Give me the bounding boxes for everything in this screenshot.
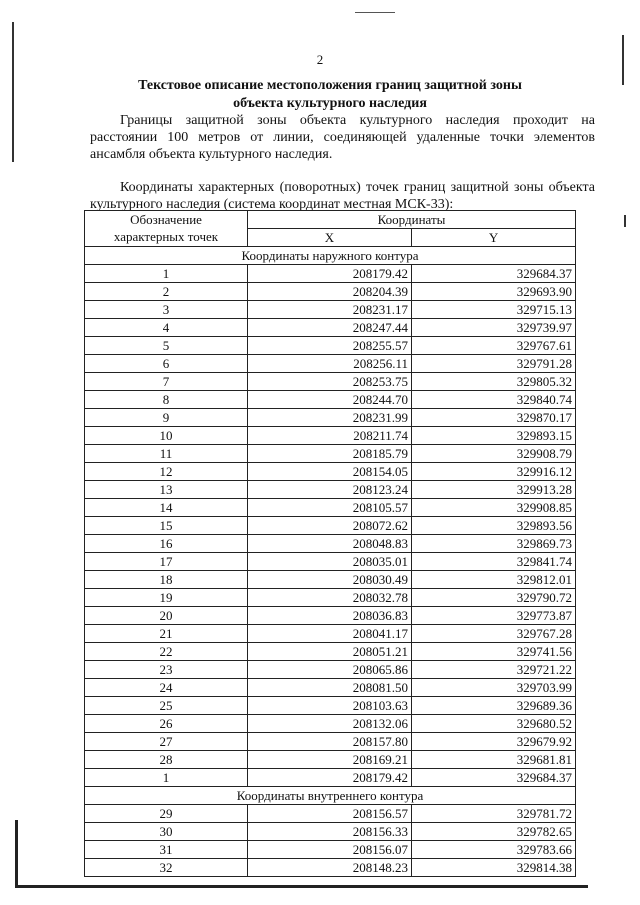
scan-margin-mark-right-small: [624, 215, 626, 227]
table-row: [85, 751, 576, 769]
x-coordinate-cell: 208035.01: [248, 553, 412, 571]
coordinates-table-body: [85, 247, 576, 877]
point-id-cell: 22: [85, 643, 248, 661]
x-coordinate-cell: 208154.05: [248, 463, 412, 481]
point-id-cell: 17: [85, 553, 248, 571]
point-id-cell: 19: [85, 589, 248, 607]
coordinates-table: [84, 210, 576, 877]
outer-contour-title: Координаты наружного контура: [85, 247, 576, 265]
point-id-cell: 1: [85, 265, 248, 283]
y-coordinate-cell: 329741.56: [412, 643, 576, 661]
point-id-cell: 3: [85, 301, 248, 319]
y-coordinate-cell: 329893.15: [412, 427, 576, 445]
table-row: [85, 823, 576, 841]
scan-margin-mark-bottom-left: [15, 820, 18, 888]
coordinates-intro-paragraph: Координаты характерных (поворотных) точек границ защитной зоны объекта культурного наследия (система координат местная МСК-33):: [90, 180, 595, 212]
y-coordinate-cell: 329913.28: [412, 481, 576, 499]
point-id-cell: 7: [85, 373, 248, 391]
x-column-header: X: [248, 229, 412, 247]
y-column-header: Y: [412, 229, 576, 247]
point-id-cell: 24: [85, 679, 248, 697]
y-coordinate-cell: 329680.52: [412, 715, 576, 733]
document-heading: [70, 77, 590, 113]
y-coordinate-cell: 329767.61: [412, 337, 576, 355]
y-coordinate-cell: 329782.65: [412, 823, 576, 841]
table-row: [85, 553, 576, 571]
table-row: [85, 841, 576, 859]
y-coordinate-cell: 329767.28: [412, 625, 576, 643]
table-row: [85, 337, 576, 355]
y-coordinate-cell: 329679.92: [412, 733, 576, 751]
point-id-cell: 20: [85, 607, 248, 625]
designation-header-line1: Обозначение: [85, 211, 248, 229]
scan-margin-mark-top: [355, 12, 395, 13]
x-coordinate-cell: 208185.79: [248, 445, 412, 463]
table-row: [85, 589, 576, 607]
y-coordinate-cell: 329773.87: [412, 607, 576, 625]
point-id-cell: 12: [85, 463, 248, 481]
designation-header-line2: характерных точек: [85, 229, 248, 247]
x-coordinate-cell: 208156.57: [248, 805, 412, 823]
table-row: [85, 427, 576, 445]
y-coordinate-cell: 329693.90: [412, 283, 576, 301]
x-coordinate-cell: 208179.42: [248, 769, 412, 787]
table-row: [85, 571, 576, 589]
x-coordinate-cell: 208032.78: [248, 589, 412, 607]
x-coordinate-cell: 208231.99: [248, 409, 412, 427]
point-id-cell: 6: [85, 355, 248, 373]
x-coordinate-cell: 208132.06: [248, 715, 412, 733]
point-id-cell: 21: [85, 625, 248, 643]
point-id-cell: 25: [85, 697, 248, 715]
page-number: 2: [316, 52, 324, 67]
point-id-cell: 30: [85, 823, 248, 841]
point-id-cell: 15: [85, 517, 248, 535]
y-coordinate-cell: 329684.37: [412, 769, 576, 787]
y-coordinate-cell: 329721.22: [412, 661, 576, 679]
point-id-cell: 2: [85, 283, 248, 301]
point-id-cell: 13: [85, 481, 248, 499]
x-coordinate-cell: 208244.70: [248, 391, 412, 409]
y-coordinate-cell: 329812.01: [412, 571, 576, 589]
y-coordinate-cell: 329689.36: [412, 697, 576, 715]
table-row: [85, 499, 576, 517]
table-row: [85, 391, 576, 409]
table-row: [85, 463, 576, 481]
x-coordinate-cell: 208169.21: [248, 751, 412, 769]
x-coordinate-cell: 208156.07: [248, 841, 412, 859]
point-id-cell: 8: [85, 391, 248, 409]
boundary-description-paragraph: Границы защитной зоны объекта культурного наследия проходит на расстоянии 100 метров от линии, соединяющей удаленные точки элементов ансамбля объекта культурного наследия.: [90, 113, 595, 162]
x-coordinate-cell: 208204.39: [248, 283, 412, 301]
point-id-cell: 10: [85, 427, 248, 445]
table-row: [85, 733, 576, 751]
x-coordinate-cell: 208247.44: [248, 319, 412, 337]
x-coordinate-cell: 208253.75: [248, 373, 412, 391]
point-id-cell: 11: [85, 445, 248, 463]
table-row: [85, 265, 576, 283]
y-coordinate-cell: 329790.72: [412, 589, 576, 607]
point-id-cell: 14: [85, 499, 248, 517]
scan-margin-mark-left: [12, 22, 14, 162]
y-coordinate-cell: 329869.73: [412, 535, 576, 553]
table-row: [85, 805, 576, 823]
x-coordinate-cell: 208256.11: [248, 355, 412, 373]
x-coordinate-cell: 208041.17: [248, 625, 412, 643]
heading-line-2: объекта культурного наследия: [233, 96, 427, 111]
coordinates-header: Координаты: [248, 211, 576, 229]
x-coordinate-cell: 208179.42: [248, 265, 412, 283]
point-id-cell: 1: [85, 769, 248, 787]
x-coordinate-cell: 208048.83: [248, 535, 412, 553]
x-coordinate-cell: 208030.49: [248, 571, 412, 589]
outer-contour-title-row: [85, 247, 576, 265]
y-coordinate-cell: 329684.37: [412, 265, 576, 283]
y-coordinate-cell: 329791.28: [412, 355, 576, 373]
heading-line-1: Текстовое описание местоположения границ защитной зоны: [138, 78, 522, 93]
point-id-cell: 27: [85, 733, 248, 751]
table-row: [85, 715, 576, 733]
y-coordinate-cell: 329908.85: [412, 499, 576, 517]
y-coordinate-cell: 329893.56: [412, 517, 576, 535]
y-coordinate-cell: 329916.12: [412, 463, 576, 481]
inner-contour-title: Координаты внутреннего контура: [85, 787, 576, 805]
x-coordinate-cell: 208148.23: [248, 859, 412, 877]
table-row: [85, 517, 576, 535]
y-coordinate-cell: 329908.79: [412, 445, 576, 463]
x-coordinate-cell: 208255.57: [248, 337, 412, 355]
x-coordinate-cell: 208211.74: [248, 427, 412, 445]
y-coordinate-cell: 329840.74: [412, 391, 576, 409]
y-coordinate-cell: 329681.81: [412, 751, 576, 769]
y-coordinate-cell: 329781.72: [412, 805, 576, 823]
table-row: [85, 373, 576, 391]
table-row: [85, 697, 576, 715]
table-row: [85, 535, 576, 553]
table-row: [85, 409, 576, 427]
x-coordinate-cell: 208072.62: [248, 517, 412, 535]
y-coordinate-cell: 329715.13: [412, 301, 576, 319]
x-coordinate-cell: 208036.83: [248, 607, 412, 625]
table-row: [85, 643, 576, 661]
point-id-cell: 9: [85, 409, 248, 427]
x-coordinate-cell: 208123.24: [248, 481, 412, 499]
point-id-cell: 29: [85, 805, 248, 823]
point-id-cell: 5: [85, 337, 248, 355]
table-row: [85, 769, 576, 787]
point-id-cell: 31: [85, 841, 248, 859]
y-coordinate-cell: 329870.17: [412, 409, 576, 427]
table-row: [85, 859, 576, 877]
table-row: [85, 481, 576, 499]
point-id-cell: 16: [85, 535, 248, 553]
x-coordinate-cell: 208156.33: [248, 823, 412, 841]
point-id-cell: 28: [85, 751, 248, 769]
table-row: [85, 607, 576, 625]
y-coordinate-cell: 329814.38: [412, 859, 576, 877]
table-row: [85, 319, 576, 337]
point-id-cell: 26: [85, 715, 248, 733]
x-coordinate-cell: 208065.86: [248, 661, 412, 679]
point-id-cell: 4: [85, 319, 248, 337]
table-row: [85, 679, 576, 697]
point-id-cell: 18: [85, 571, 248, 589]
table-row: [85, 355, 576, 373]
x-coordinate-cell: 208051.21: [248, 643, 412, 661]
y-coordinate-cell: 329739.97: [412, 319, 576, 337]
y-coordinate-cell: 329805.32: [412, 373, 576, 391]
x-coordinate-cell: 208105.57: [248, 499, 412, 517]
y-coordinate-cell: 329783.66: [412, 841, 576, 859]
table-row: [85, 283, 576, 301]
y-coordinate-cell: 329703.99: [412, 679, 576, 697]
y-coordinate-cell: 329841.74: [412, 553, 576, 571]
x-coordinate-cell: 208231.17: [248, 301, 412, 319]
point-id-cell: 23: [85, 661, 248, 679]
table-row: [85, 625, 576, 643]
scan-margin-mark-bottom: [18, 885, 588, 888]
table-row: [85, 661, 576, 679]
inner-contour-title-row: [85, 787, 576, 805]
x-coordinate-cell: 208157.80: [248, 733, 412, 751]
table-row: [85, 445, 576, 463]
x-coordinate-cell: 208103.63: [248, 697, 412, 715]
table-row: [85, 301, 576, 319]
x-coordinate-cell: 208081.50: [248, 679, 412, 697]
point-id-cell: 32: [85, 859, 248, 877]
